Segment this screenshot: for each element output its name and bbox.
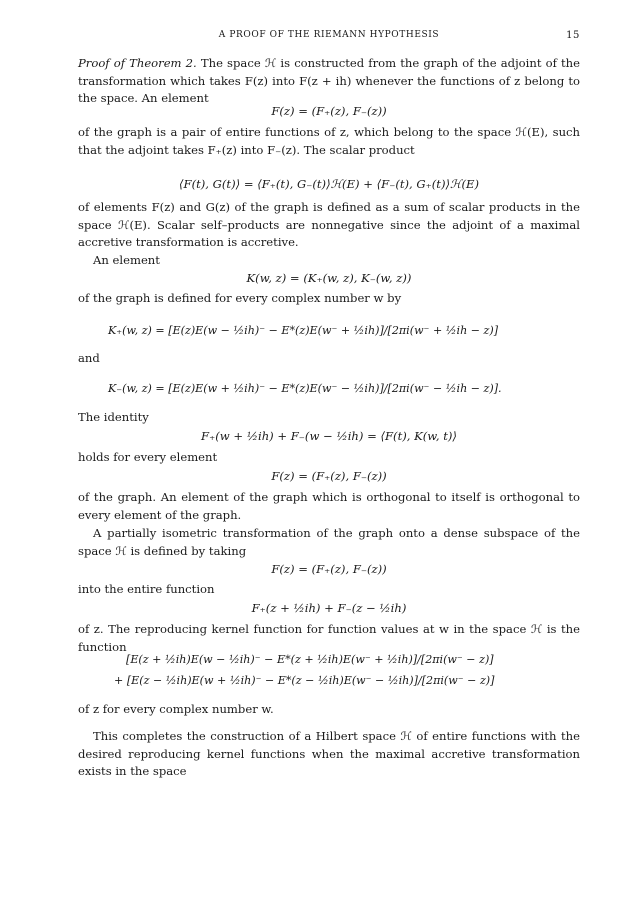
paragraph-scalar-products: of elements F(z) and G(z) of the graph is defined as a sum of scalar products in the space ℋ(E). Scalar self–products are nonnegative since the adjoint of a maximal accretive transformation is accretive. bbox=[78, 200, 580, 249]
proof-intro-text: The space ℋ is constructed from the graph of the adjoint of the transformation which takes F(z) into F(z + ih) whenever the functions of z belong to the space. An element bbox=[78, 56, 580, 105]
proof-lead: Proof of Theorem 2. bbox=[78, 56, 197, 70]
paragraph-proof-intro bbox=[78, 55, 580, 108]
paragraph-identity: The identity bbox=[78, 410, 149, 424]
page-number: 15 bbox=[566, 30, 580, 41]
paragraph-an-element: An element bbox=[93, 253, 160, 267]
equation-entire-function: F₊(z + ½ih) + F₋(z − ½ih) bbox=[251, 601, 407, 615]
paragraph-conclusion: This completes the construction of a Hilbert space ℋ of entire functions with the desired reproducing kernel functions when the maximal accretive transformation exists in the space bbox=[78, 729, 580, 778]
paragraph-reproducing-kernel: of z. The reproducing kernel function for function values at w in the space ℋ is the function bbox=[78, 622, 580, 654]
paragraph-orthogonal: of the graph. An element of the graph which is orthogonal to itself is orthogonal to every element of the graph. bbox=[78, 490, 580, 522]
paragraph-every-w: of z for every complex number w. bbox=[78, 702, 274, 716]
equation-F-pair: F(z) = (F₊(z), F₋(z)) bbox=[271, 104, 387, 118]
paragraph-entire-function: into the entire function bbox=[78, 582, 215, 596]
equation-K-plus: K₊(w, z) = [E(z)E(w − ½ih)⁻ − E*(z)E(w⁻ + ½ih)]/[2πi(w⁻ + ½ih − z)] bbox=[108, 324, 499, 337]
equation-F-pair-2: F(z) = (F₊(z), F₋(z)) bbox=[271, 469, 387, 483]
paragraph-defined-for-w: of the graph is defined for every complex number w by bbox=[78, 291, 402, 305]
paragraph-and: and bbox=[78, 351, 100, 365]
paragraph-graph-pair: of the graph is a pair of entire functions of z, which belong to the space ℋ(E), such that the adjoint takes F₊(z) into F₋(z). The scalar product bbox=[78, 125, 580, 157]
equation-scalar-product: ⟨F(t), G(t)⟩ = ⟨F₊(t), G₋(t)⟩ℋ(E) + ⟨F₋(t), G₊(t)⟩ℋ(E) bbox=[179, 177, 479, 191]
equation-identity: F₊(w + ½ih) + F₋(w − ½ih) = ⟨F(t), K(w, t)⟩ bbox=[201, 429, 457, 443]
paragraph-holds: holds for every element bbox=[78, 450, 218, 464]
equation-K-minus: K₋(w, z) = [E(z)E(w + ½ih)⁻ − E*(z)E(w⁻ − ½ih)]/[2πi(w⁻ − ½ih − z)]. bbox=[108, 382, 502, 395]
equation-K-pair: K(w, z) = (K₊(w, z), K₋(w, z)) bbox=[246, 271, 412, 285]
equation-F-pair-3: F(z) = (F₊(z), F₋(z)) bbox=[271, 562, 387, 576]
equation-kernel-line-2: + [E(z − ½ih)E(w + ½ih)⁻ − E*(z − ½ih)E(w⁻ − ½ih)]/[2πi(w⁻ − z)] bbox=[114, 674, 495, 687]
running-title: A PROOF OF THE RIEMANN HYPOTHESIS bbox=[218, 30, 440, 40]
paragraph-partial-isometry: A partially isometric transformation of the graph onto a dense subspace of the space ℋ is defined by taking bbox=[78, 526, 580, 558]
equation-kernel-line-1: [E(z + ½ih)E(w − ½ih)⁻ − E*(z + ½ih)E(w⁻ + ½ih)]/[2πi(w⁻ − z)] bbox=[126, 653, 494, 666]
